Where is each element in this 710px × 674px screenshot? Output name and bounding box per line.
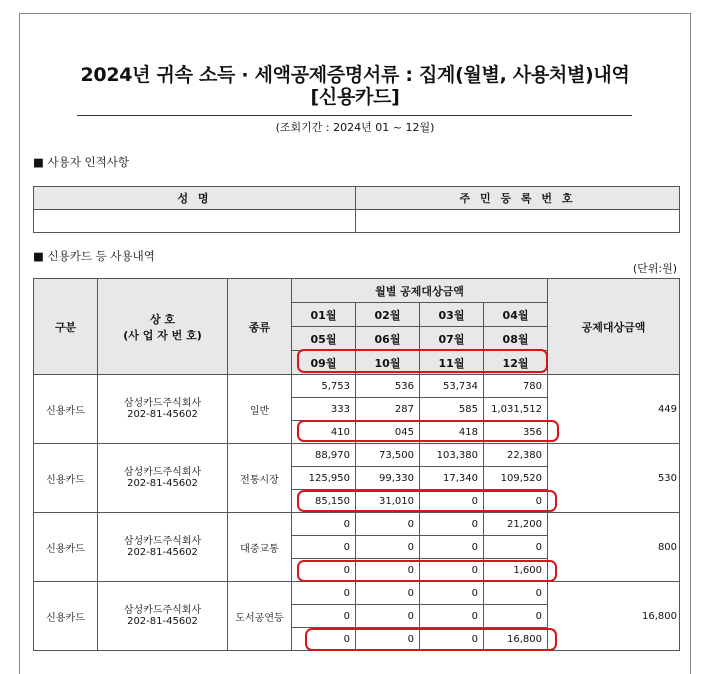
merchant-cell (98, 375, 228, 444)
type-cell: 도서공연등 (228, 582, 292, 651)
monthly-amount-cell: 88,970 (292, 444, 356, 467)
monthly-amount-cell: 356 (484, 421, 548, 444)
monthly-amount-cell: 0 (420, 559, 484, 582)
monthly-amount-cell: 0 (420, 490, 484, 513)
monthly-amount-cell: 53,734 (420, 375, 484, 398)
monthly-amount-cell: 0 (484, 605, 548, 628)
section-card-usage-heading: ■ 신용카드 등 사용내역 (33, 249, 155, 263)
monthly-amount-cell: 109,520 (484, 467, 548, 490)
monthly-amount-cell: 0 (356, 582, 420, 605)
type-cell: 일반 (228, 375, 292, 444)
monthly-amount-cell: 0 (420, 513, 484, 536)
monthly-amount-cell: 333 (292, 398, 356, 421)
monthly-amount-cell: 17,340 (420, 467, 484, 490)
name-header: 성 명 (34, 187, 356, 210)
monthly-amount-cell: 287 (356, 398, 420, 421)
deduction-total-cell: 800 (548, 513, 680, 582)
resident-id-header: 주 민 등 록 번 호 (356, 187, 680, 210)
deduction-amount-header: 공제대상금액 (548, 279, 680, 375)
table-row (34, 375, 680, 398)
business-number: 202-81-45602 (127, 616, 198, 627)
title-line-1: 2024년 귀속 소득 · 세액공제증명서류 : 집계(월별, 사용처별)내역 (80, 64, 630, 86)
monthly-amount-cell: 0 (420, 582, 484, 605)
category-header: 구분 (34, 279, 98, 375)
business-number: 202-81-45602 (127, 547, 198, 558)
monthly-amount-cell: 0 (292, 582, 356, 605)
monthly-amount-cell: 780 (484, 375, 548, 398)
month-header: 01월 (292, 303, 356, 327)
merchant-name: 삼성카드주식회사 (123, 536, 202, 547)
monthly-amount-cell: 0 (356, 536, 420, 559)
deduction-total-cell: 16,800 (548, 582, 680, 651)
monthly-amount-cell: 99,330 (356, 467, 420, 490)
document-title (20, 64, 690, 108)
type-cell: 전통시장 (228, 444, 292, 513)
query-period: (조회기간 : 2024년 01 ~ 12월) (275, 121, 435, 134)
resident-id-value (356, 210, 680, 233)
monthly-amount-cell: 5,753 (292, 375, 356, 398)
table-row (34, 513, 680, 536)
user-info-table (33, 186, 680, 233)
monthly-amount-cell: 585 (420, 398, 484, 421)
document-page (19, 13, 691, 674)
merchant-name: 삼성카드주식회사 (123, 398, 202, 409)
monthly-amount-cell: 31,010 (356, 490, 420, 513)
monthly-amount-cell: 1,031,512 (484, 398, 548, 421)
monthly-amount-cell: 0 (484, 536, 548, 559)
merchant-cell (98, 513, 228, 582)
deduction-total-cell: 530 (548, 444, 680, 513)
monthly-amount-cell: 0 (292, 605, 356, 628)
monthly-amount-cell: 0 (484, 490, 548, 513)
month-header: 08월 (484, 327, 548, 351)
monthly-amount-cell: 16,800 (484, 628, 548, 651)
monthly-amount-cell: 73,500 (356, 444, 420, 467)
type-header: 종류 (228, 279, 292, 375)
monthly-amount-header: 월별 공제대상금액 (292, 279, 548, 303)
deduction-total-cell: 449 (548, 375, 680, 444)
card-usage-table (33, 278, 680, 651)
monthly-amount-cell: 0 (292, 536, 356, 559)
month-header: 11월 (420, 351, 484, 375)
type-cell: 대중교통 (228, 513, 292, 582)
monthly-amount-cell: 103,380 (420, 444, 484, 467)
merchant-header-line1: 상 호 (149, 312, 176, 326)
monthly-amount-cell: 0 (484, 582, 548, 605)
title-divider (77, 115, 632, 116)
monthly-amount-cell: 0 (420, 536, 484, 559)
month-header: 10월 (356, 351, 420, 375)
monthly-amount-cell: 045 (356, 421, 420, 444)
monthly-amount-cell: 0 (292, 628, 356, 651)
monthly-amount-cell: 0 (292, 559, 356, 582)
month-header: 07월 (420, 327, 484, 351)
monthly-amount-cell: 1,600 (484, 559, 548, 582)
category-cell: 신용카드 (34, 582, 98, 651)
name-value (34, 210, 356, 233)
month-header: 02월 (356, 303, 420, 327)
monthly-amount-cell: 22,380 (484, 444, 548, 467)
monthly-amount-cell: 125,950 (292, 467, 356, 490)
table-row (34, 444, 680, 467)
monthly-amount-cell: 418 (420, 421, 484, 444)
business-number: 202-81-45602 (127, 409, 198, 420)
table-row (34, 582, 680, 605)
merchant-cell (98, 444, 228, 513)
merchant-name: 삼성카드주식회사 (123, 605, 202, 616)
month-header: 09월 (292, 351, 356, 375)
category-cell: 신용카드 (34, 444, 98, 513)
month-header: 12월 (484, 351, 548, 375)
monthly-amount-cell: 410 (292, 421, 356, 444)
month-header: 06월 (356, 327, 420, 351)
monthly-amount-cell: 0 (356, 559, 420, 582)
category-cell: 신용카드 (34, 513, 98, 582)
monthly-amount-cell: 85,150 (292, 490, 356, 513)
monthly-amount-cell: 0 (292, 513, 356, 536)
unit-label: (단위:원) (632, 262, 677, 275)
monthly-amount-cell: 0 (356, 628, 420, 651)
monthly-amount-cell: 0 (356, 605, 420, 628)
category-cell: 신용카드 (34, 375, 98, 444)
monthly-amount-cell: 0 (356, 513, 420, 536)
month-header: 05월 (292, 327, 356, 351)
month-header: 04월 (484, 303, 548, 327)
merchant-cell (98, 582, 228, 651)
section-user-info-heading: ■ 사용자 인적사항 (33, 155, 129, 169)
monthly-amount-cell: 0 (420, 605, 484, 628)
month-header: 03월 (420, 303, 484, 327)
title-line-2: [신용카드] (310, 86, 400, 108)
monthly-amount-cell: 536 (356, 375, 420, 398)
monthly-amount-cell: 0 (420, 628, 484, 651)
merchant-header (98, 279, 228, 375)
monthly-amount-cell: 21,200 (484, 513, 548, 536)
business-number: 202-81-45602 (127, 478, 198, 489)
merchant-header-line2: (사 업 자 번 호) (123, 328, 202, 342)
merchant-name: 삼성카드주식회사 (123, 467, 202, 478)
